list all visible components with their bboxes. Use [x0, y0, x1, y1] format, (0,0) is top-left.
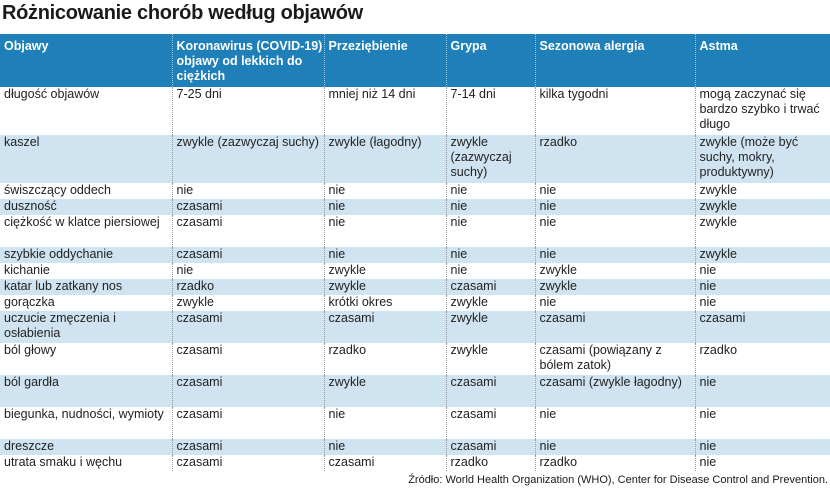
- allergy-cell: rzadko: [535, 455, 695, 471]
- table-row: [0, 375, 830, 407]
- header-symptoms: Objawy: [0, 34, 172, 87]
- covid-cell: czasami: [172, 407, 324, 439]
- table-row: [0, 215, 830, 247]
- allergy-cell: nie: [535, 407, 695, 439]
- flu-cell: zwykle: [446, 311, 535, 343]
- cold-cell: czasami: [324, 311, 446, 343]
- allergy-cell: czasami (powiązany z bólem zatok): [535, 343, 695, 375]
- table-row: [0, 311, 830, 343]
- symptom-cell: ból głowy: [0, 343, 172, 375]
- symptom-cell: kichanie: [0, 263, 172, 279]
- symptom-cell: utrata smaku i węchu: [0, 455, 172, 471]
- covid-cell: czasami: [172, 199, 324, 215]
- allergy-cell: zwykle: [535, 263, 695, 279]
- cold-cell: nie: [324, 247, 446, 263]
- symptom-cell: ciężkość w klatce piersiowej: [0, 215, 172, 247]
- symptom-cell: ból gardła: [0, 375, 172, 407]
- allergy-cell: rzadko: [535, 135, 695, 183]
- asthma-cell: zwykle: [695, 199, 830, 215]
- allergy-cell: nie: [535, 215, 695, 247]
- flu-cell: czasami: [446, 279, 535, 295]
- asthma-cell: czasami: [695, 311, 830, 343]
- covid-cell: zwykle (zazwyczaj suchy): [172, 135, 324, 183]
- symptom-cell: duszność: [0, 199, 172, 215]
- symptom-cell: szybkie oddychanie: [0, 247, 172, 263]
- page-title: Różnicowanie chorób według objawów: [2, 2, 363, 24]
- flu-cell: nie: [446, 199, 535, 215]
- allergy-cell: kilka tygodni: [535, 87, 695, 135]
- header-allergy: Sezonowa alergia: [535, 34, 695, 87]
- allergy-cell: nie: [535, 199, 695, 215]
- symptom-cell: kaszel: [0, 135, 172, 183]
- asthma-cell: zwykle: [695, 183, 830, 199]
- cold-cell: rzadko: [324, 343, 446, 375]
- asthma-cell: nie: [695, 263, 830, 279]
- table-row: [0, 87, 830, 135]
- allergy-cell: nie: [535, 439, 695, 455]
- covid-cell: czasami: [172, 439, 324, 455]
- symptom-cell: świszczący oddech: [0, 183, 172, 199]
- covid-cell: czasami: [172, 247, 324, 263]
- covid-cell: czasami: [172, 215, 324, 247]
- table-row: [0, 263, 830, 279]
- allergy-cell: nie: [535, 295, 695, 311]
- covid-cell: nie: [172, 263, 324, 279]
- asthma-cell: zwykle (może być suchy, mokry, produktywny): [695, 135, 830, 183]
- covid-cell: czasami: [172, 311, 324, 343]
- cold-cell: nie: [324, 215, 446, 247]
- cold-cell: zwykle (łagodny): [324, 135, 446, 183]
- table-row: [0, 407, 830, 439]
- asthma-cell: zwykle: [695, 247, 830, 263]
- flu-cell: zwykle (zazwyczaj suchy): [446, 135, 535, 183]
- cold-cell: mniej niż 14 dni: [324, 87, 446, 135]
- cold-cell: czasami: [324, 455, 446, 471]
- asthma-cell: mogą zaczynać się bardzo szybko i trwać długo: [695, 87, 830, 135]
- covid-cell: 7-25 dni: [172, 87, 324, 135]
- asthma-cell: nie: [695, 279, 830, 295]
- asthma-cell: nie: [695, 439, 830, 455]
- table-header-row: [0, 34, 830, 87]
- allergy-cell: nie: [535, 247, 695, 263]
- allergy-cell: czasami (zwykle łagodny): [535, 375, 695, 407]
- flu-cell: nie: [446, 247, 535, 263]
- table-row: [0, 439, 830, 455]
- allergy-cell: zwykle: [535, 279, 695, 295]
- table-row: [0, 295, 830, 311]
- flu-cell: zwykle: [446, 295, 535, 311]
- asthma-cell: nie: [695, 455, 830, 471]
- flu-cell: 7-14 dni: [446, 87, 535, 135]
- flu-cell: zwykle: [446, 343, 535, 375]
- cold-cell: zwykle: [324, 375, 446, 407]
- flu-cell: czasami: [446, 407, 535, 439]
- table-row: [0, 199, 830, 215]
- table-row: [0, 183, 830, 199]
- allergy-cell: nie: [535, 183, 695, 199]
- covid-cell: czasami: [172, 343, 324, 375]
- allergy-cell: czasami: [535, 311, 695, 343]
- table-row: [0, 279, 830, 295]
- cold-cell: zwykle: [324, 263, 446, 279]
- cold-cell: nie: [324, 199, 446, 215]
- asthma-cell: nie: [695, 375, 830, 407]
- symptom-cell: uczucie zmęczenia i osłabienia: [0, 311, 172, 343]
- flu-cell: czasami: [446, 375, 535, 407]
- flu-cell: nie: [446, 215, 535, 247]
- flu-cell: nie: [446, 183, 535, 199]
- asthma-cell: nie: [695, 407, 830, 439]
- table-row: [0, 455, 830, 471]
- cold-cell: nie: [324, 439, 446, 455]
- cold-cell: nie: [324, 407, 446, 439]
- asthma-cell: zwykle: [695, 215, 830, 247]
- flu-cell: czasami: [446, 439, 535, 455]
- symptom-cell: biegunka, nudności, wymioty: [0, 407, 172, 439]
- header-flu: Grypa: [446, 34, 535, 87]
- symptom-cell: długość objawów: [0, 87, 172, 135]
- symptom-cell: gorączka: [0, 295, 172, 311]
- header-asthma: Astma: [695, 34, 830, 87]
- cold-cell: krótki okres: [324, 295, 446, 311]
- covid-cell: nie: [172, 183, 324, 199]
- asthma-cell: rzadko: [695, 343, 830, 375]
- header-covid: Koronawirus (COVID-19) objawy od lekkich do ciężkich: [172, 34, 324, 87]
- table-row: [0, 135, 830, 183]
- covid-cell: zwykle: [172, 295, 324, 311]
- symptom-cell: dreszcze: [0, 439, 172, 455]
- asthma-cell: nie: [695, 295, 830, 311]
- table-row: [0, 343, 830, 375]
- symptom-cell: katar lub zatkany nos: [0, 279, 172, 295]
- symptoms-table: [0, 34, 830, 471]
- cold-cell: zwykle: [324, 279, 446, 295]
- covid-cell: czasami: [172, 375, 324, 407]
- flu-cell: rzadko: [446, 455, 535, 471]
- source-note: Źródło: World Health Organization (WHO), Center for Disease Control and Prevention.: [408, 474, 828, 486]
- table-row: [0, 247, 830, 263]
- covid-cell: czasami: [172, 455, 324, 471]
- cold-cell: nie: [324, 183, 446, 199]
- header-cold: Przeziębienie: [324, 34, 446, 87]
- flu-cell: nie: [446, 263, 535, 279]
- covid-cell: rzadko: [172, 279, 324, 295]
